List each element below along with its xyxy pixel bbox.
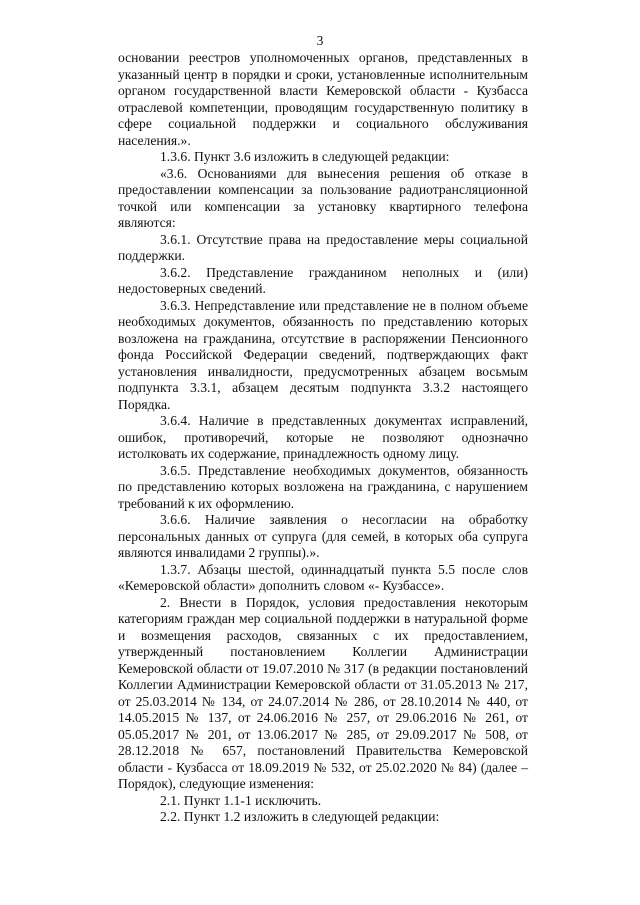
page-number: 3 <box>316 33 324 48</box>
paragraph-3-6-2: 3.6.2. Представление гражданином неполных и (или) недостоверных сведений. <box>118 264 528 296</box>
paragraph-2-amendments: 2. Внести в Порядок, условия предоставления некоторым категориям граждан мер социальной поддержки в натуральной форме и возмещения расходов, связанных с их предоставлением, утвержденный постановлением Коллегии Администрации Кемеровской области от 19.07.2010 № 317 (в редакции постановлений Коллегии Администрации Кемеровской области от 31.05.2013 № 217, от 25.03.2014 № 134, от 24.07.2014 № 286, от 28.10.2014 № 440, от 14.05.2015 № 137, от 24.06.2016 № 257, от 29.06.2016 № 261, от 05.05.2017 № 201, от 13.06.2017 № 285, от 29.09.2017 № 508, от 28.12.2018 № 657, постановлений Правительства Кемеровской области - Кузбасса от 18.09.2019 № 532, от 25.02.2020 № 84) (далее – Порядок), следующие изменения: <box>118 594 528 791</box>
paragraph-1-3-6: 1.3.6. Пункт 3.6 изложить в следующей редакции: <box>160 149 450 164</box>
document-body <box>118 50 528 826</box>
paragraph-3-6: «3.6. Основаниями для вынесения решения об отказе в предоставлении компенсации за пользование радиотрансляционной точкой или компенсации за установку квартирного телефона являются: <box>118 165 528 230</box>
paragraph-3-6-5: 3.6.5. Представление необходимых документов, обязанность по представлению которых возложена на гражданина, с нарушением требований к их оформлению. <box>118 462 528 511</box>
paragraph-registry-continuation: основании реестров уполномоченных органов, представленных в указанный центр в порядки и сроки, установленные исполнительным органом государственной власти Кемеровской области - Кузбасса отраслевой компетенции, проводящим государственную политику в сфере социальной поддержки и социального обслуживания населения.». <box>118 50 528 148</box>
paragraph-3-6-6: 3.6.6. Наличие заявления о несогласии на обработку персональных данных от супруга (для семей, в которых оба супруга являются инвалидами 2 группы).». <box>118 512 528 560</box>
paragraph-3-6-3: 3.6.3. Непредставление или представление не в полном объеме необходимых документов, обязанность по представлению которых возложена на гражданина, отсутствие в распоряжении Пенсионного фонда Российской Федерации сведений, подтверждающих факт установления инвалидности, предусмотренных абзацем восьмым подпункта 3.3.1, абзацем десятым подпункта 3.3.2 настоящего Порядка. <box>118 297 528 412</box>
paragraph-1-3-7: 1.3.7. Абзацы шестой, одиннадцатый пункта 5.5 после слов «Кемеровской области» дополнить словом «- Кузбассе». <box>118 561 528 593</box>
paragraph-3-6-4: 3.6.4. Наличие в представленных документах исправлений, ошибок, противоречий, которые не позволяют однозначно истолковать их содержание, принадлежность одному лицу. <box>118 413 528 461</box>
paragraph-2-1: 2.1. Пункт 1.1-1 исключить. <box>160 792 322 808</box>
paragraph-3-6-1: 3.6.1. Отсутствие права на предоставление меры социальной поддержки. <box>118 231 528 263</box>
paragraph-2-2: 2.2. Пункт 1.2 изложить в следующей редакции: <box>160 809 440 824</box>
